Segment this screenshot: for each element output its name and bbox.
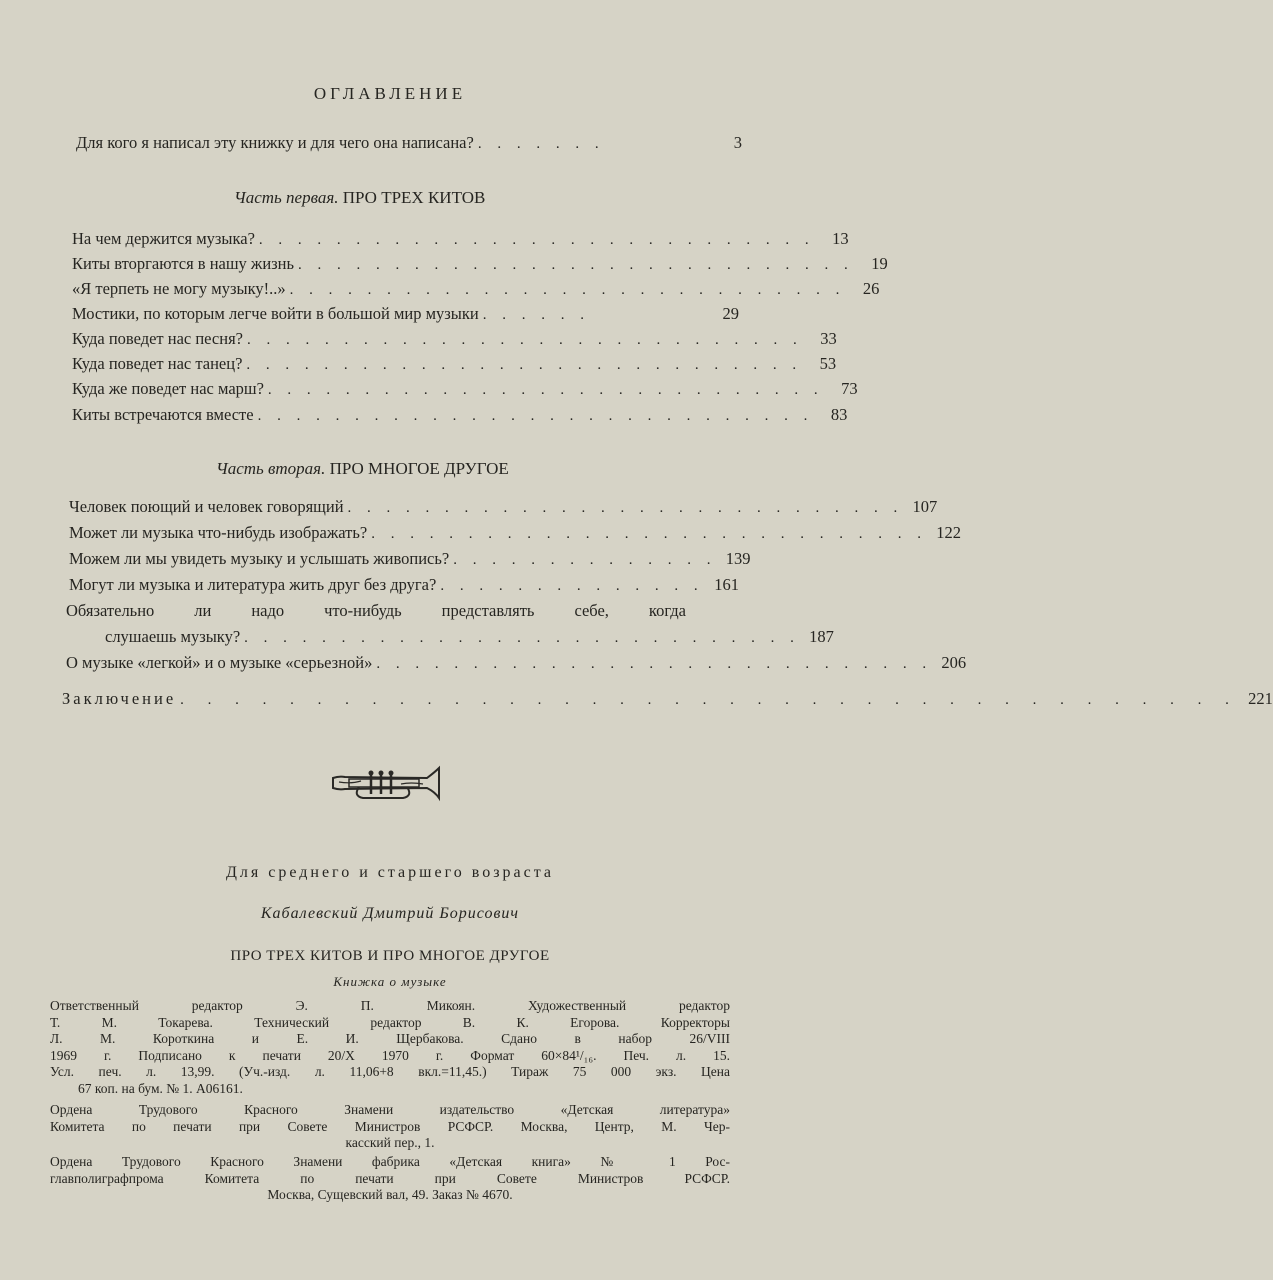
toc-entry: Человек поющий и человек говорящий . . . . . . . . . . . . . . . . . . . . . . . . . . . . . 107 — [69, 497, 938, 516]
toc-entry: Киты встречаются вместе . . . . . . . . . . . . . . . . . . . . . . . . . . . . . 83 — [72, 405, 848, 424]
credits-block: Ответственный редактор Э. П. Микоян. Художественный редактор Т. М. Токарева. Технический редактор В. К. Егорова. Корректоры Л. М. Короткина и Е. И. Щербакова. Сдано в набор 26/VIII 1969 г. Подписано к печати 20/X 1970 г. Формат 60×84¹/₁₆. Печ. л. 15. Усл. печ. л. 13,99. (Уч.-изд. л. 11,06+8 вкл.=11,45.) Тираж 75 000 экз. Цена 67 коп. на бум. № 1. А06161. — [50, 998, 730, 1096]
publisher-block: Ордена Трудового Красного Знамени издательство «Детская литература» Комитета по печати при Совете Министров РСФСР. Москва, Центр, М. Чер- касский пер., 1. — [50, 1102, 730, 1150]
part2-heading: Часть вторая. ПРО МНОГОЕ ДРУГОЕ — [216, 459, 509, 478]
toc-entry: Киты вторгаются в нашу жизнь . . . . . . . . . . . . . . . . . . . . . . . . . . . . . 19 — [72, 254, 888, 273]
toc-entry: «Я терпеть не могу музыку!..» . . . . . . . . . . . . . . . . . . . . . . . . . . . . . 26 — [72, 279, 880, 298]
author-name: Кабалевский Дмитрий Борисович — [260, 905, 520, 922]
toc-entry-intro: Для кого я написал эту книжку и для чего она написана? . . . . . . . 3 — [76, 133, 742, 152]
book-subtitle: Книжка о музыке — [333, 974, 447, 989]
toc-entry: Куда поведет нас танец? . . . . . . . . . . . . . . . . . . . . . . . . . . . . . 53 — [72, 354, 837, 373]
part1-heading: Часть первая. ПРО ТРЕХ КИТОВ — [234, 188, 486, 207]
toc-entry-conclusion: Заключение . . . . . . . . . . . . . . . . . . . . . . . . . . . . . . . . . . . . . . . 221 — [62, 689, 1273, 708]
toc-entry: Куда же поведет нас марш? . . . . . . . . . . . . . . . . . . . . . . . . . . . . . 73 — [72, 379, 858, 398]
toc-entry-wrapped: Обязательно ли надо что-нибудь представлять себе, когда — [66, 601, 686, 620]
toc-entry: Могут ли музыка и литература жить друг без друга? . . . . . . . . . . . . . . 161 — [69, 575, 739, 594]
toc-entry: Может ли музыка что-нибудь изображать? . . . . . . . . . . . . . . . . . . . . . . . . . . . . . 122 — [69, 523, 961, 542]
toc-entry: На чем держится музыка? . . . . . . . . . . . . . . . . . . . . . . . . . . . . . 13 — [72, 229, 849, 248]
printer-block: Ордена Трудового Красного Знамени фабрика «Детская книга» № 1 Рос- главполиграфпрома Комитета по печати при Совете Министров РСФСР. Москва, Сущевский вал, 49. Заказ № 4670. — [50, 1154, 730, 1202]
trumpet-ornament-icon — [331, 764, 441, 804]
toc-entry: Мостики, по которым легче войти в большой мир музыки . . . . . . 29 — [72, 304, 739, 323]
leader-dots: . . . . . . . — [477, 136, 605, 152]
toc-title: ОГЛАВЛЕНИЕ — [313, 84, 467, 103]
toc-entry: Можем ли мы увидеть музыку и услышать живопись? . . . . . . . . . . . . . . 139 — [69, 549, 751, 568]
book-title: ПРО ТРЕХ КИТОВ И ПРО МНОГОЕ ДРУГОЕ — [230, 948, 550, 964]
toc-entry: О музыке «легкой» и о музыке «серьезной» . . . . . . . . . . . . . . . . . . . . . . . . . . . . . 206 — [66, 653, 967, 672]
toc-entry: слушаешь музыку? . . . . . . . . . . . . . . . . . . . . . . . . . . . . . 187 — [105, 627, 834, 646]
audience-line: Для среднего и старшего возраста — [225, 864, 554, 881]
toc-entry: Куда поведет нас песня? . . . . . . . . . . . . . . . . . . . . . . . . . . . . . 33 — [72, 329, 837, 348]
